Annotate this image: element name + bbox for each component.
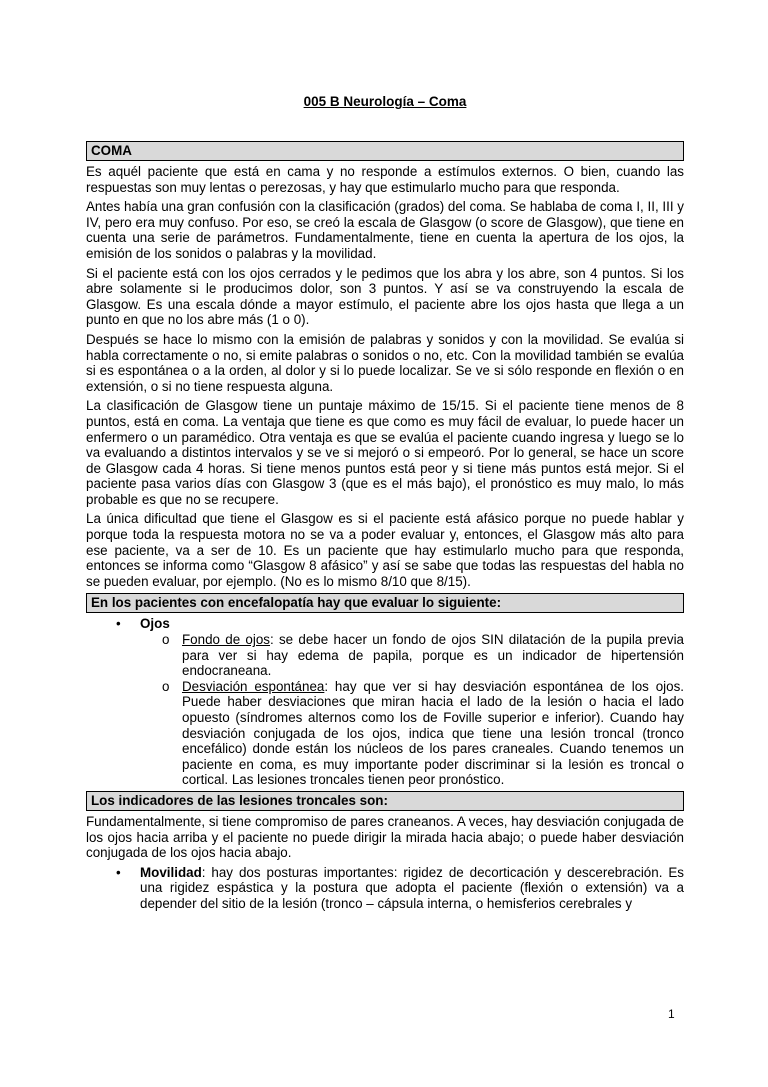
text-desviacion-espontanea: : hay que ver si hay desviación espontánea de los ojos. Puede haber desviaciones que miran hacia el lado de la lesión o hacia el lado opuesto (síndromes alternos como los de Foville superior e inferior). Cuando hay desviación conjugada de los ojos, indica que tiene una lesión troncal (tronco encefálico) donde están los núcleos de los pares craneales. Cuando tenemos un paciente en coma, es muy importante poder discriminar si la lesión es troncal o cortical. Las lesiones troncales tienen peor pronóstico.: [182, 678, 685, 788]
coma-paragraph-2: Antes había una gran confusión con la clasificación (grados) del coma. Se hablaba de coma I, II, III y IV, pero era muy confuso. Por eso, se creó la escala de Glasgow (o score de Glasgow), que tiene en cuenta una serie de parámetros. Fundamentalmente, tiene en cuenta la apertura de los ojos, la emisión de los sonidos o palabras y la movilidad.: [86, 199, 684, 261]
section-heading-coma: COMA: [86, 141, 684, 161]
troncales-paragraph: Fundamentalmente, si tiene compromiso de pares craneanos. A veces, hay desviación conjugada de los ojos hacia arriba y el paciente no puede dirigir la mirada hacia abajo; o puede haber desviación conjugada de los ojos hacia abajo.: [86, 813, 684, 861]
section-heading-troncales: Los indicadores de las lesiones troncales son:: [86, 791, 684, 811]
term-desviacion-espontanea: Desviación espontánea: [182, 678, 325, 694]
coma-paragraph-4: Después se hace lo mismo con la emisión de palabras y sonidos y con la movilidad. Se evalúa si habla correctamente o no, si emite palabras o sonidos o no, etc. Con la movilidad también se evalúa si es espontánea o a la orden, al dolor y si lo puede localizar. Se ve si sólo responde en flexión o en extensión, o si no tiene respuesta alguna.: [86, 331, 684, 394]
ojos-sublist: [140, 632, 684, 788]
text-fondo-de-ojos: : se debe hacer un fondo de ojos SIN dilatación de la pupila previa para ver si hay edema de papila, porque es un indicador de hipertensión endocraneana.: [182, 632, 684, 679]
coma-paragraph-3: Si el paciente está con los ojos cerrados y le pedimos que los abra y los abre, son 4 puntos. Si los abre solamente si le producimos dolor, son 3 puntos. Y así se va construyendo la escala de Glasgow. Es una escala dónde a mayor estímulo, el paciente abre los ojos hasta que llega a un punto en que no los abre más (1 o 0).: [86, 265, 684, 328]
bullet-label-ojos: Ojos: [140, 616, 170, 632]
coma-paragraph-5: La clasificación de Glasgow tiene un puntaje máximo de 15/15. Si el paciente tiene menos de 8 puntos, está en coma. La ventaja que tiene es que como es muy fácil de evaluar, lo puede hacer un enfermero o un paramédico. Otra ventaja es que se evalúa el paciente cuando ingresa y luego se lo va evaluando a distintos intervalos y se ve si mejoró o si empeoró. Por lo general, se hace un score de Glasgow cada 4 horas. Si tiene menos puntos está peor y si tiene más puntos está mejor. Si el paciente pasa varios días con Glasgow 3 (que es el más bajo), el pronóstico es muy malo, lo más probable es que no se recupere.: [86, 398, 684, 507]
encefalopatia-list: [86, 616, 684, 788]
coma-paragraph-6: La única dificultad que tiene el Glasgow es si el paciente está afásico porque no puede hablar y porque toda la respuesta motora no se va a poder evaluar y, entonces, el Glasgow más alto para ese paciente, va a ser de 10. Es un paciente que hay estimularlo mucho para que responda, entonces se informa como “Glasgow 8 afásico” y así se sabe que todas las respuestas del habla no se pueden evaluar, por ejemplo. (No es lo mismo 8/10 que 8/15).: [86, 511, 684, 589]
troncales-list: [86, 865, 684, 912]
sub-item-desviacion-espontanea: [182, 679, 684, 788]
document-body: [86, 141, 684, 912]
coma-paragraph-1: Es aquél paciente que está en cama y no responde a estímulos externos. O bien, cuando las respuestas son muy lentas o perezosas, y hay que estimularlo mucho para que responda.: [86, 164, 684, 195]
text-movilidad: : hay dos posturas importantes: rigidez de decorticación y descerebración. Es una rigidez espástica y la postura que adopta el paciente (flexión o extensión) va a depender del sitio de la lesión (tronco – cápsula interna, o hemisferios cerebrales y: [140, 864, 684, 911]
term-movilidad: Movilidad: [140, 864, 202, 880]
list-item-ojos: [140, 616, 684, 788]
document-title: 005 B Neurología – Coma: [303, 94, 467, 109]
term-fondo-de-ojos: Fondo de ojos: [182, 632, 270, 648]
sub-item-fondo-de-ojos: [182, 632, 684, 679]
page-number: 1: [668, 1007, 675, 1021]
section-heading-encefalopatia: En los pacientes con encefalopatía hay que evaluar lo siguiente:: [86, 593, 684, 613]
list-item-movilidad: [140, 865, 684, 912]
